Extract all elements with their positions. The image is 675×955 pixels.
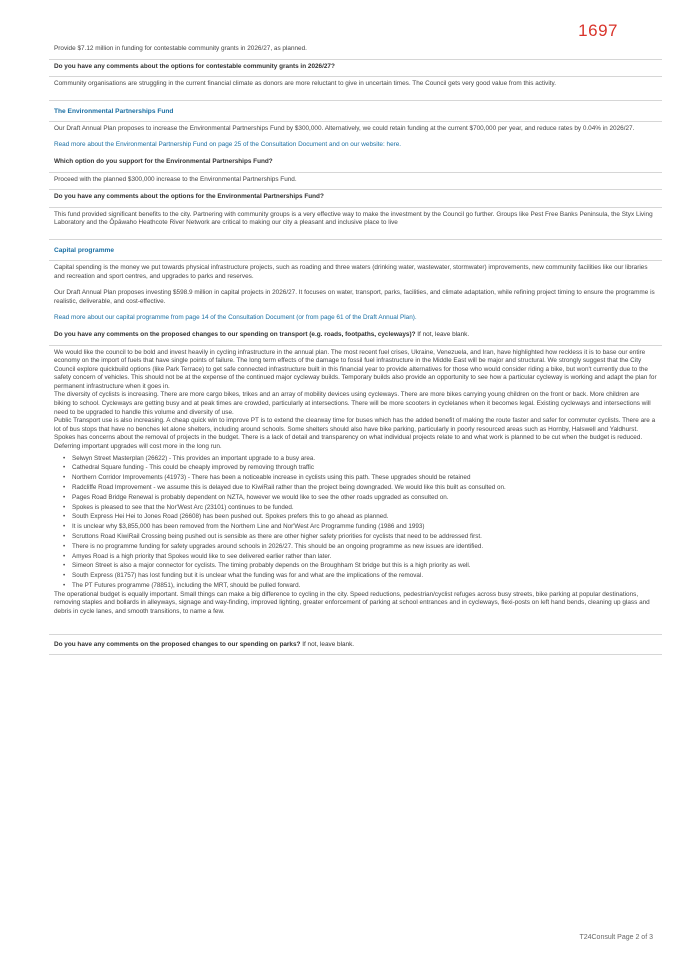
list-item: • Spokes is pleased to see that the Nor'West Arc (23101) continues to be funded. (72, 503, 657, 513)
list-item: • The PT Futures programme (78851), including the MRT, should be pulled forward. (72, 581, 657, 591)
epf-intro-row (49, 122, 662, 139)
list-item: • South Express Hei Hei to Jones Road (26608) has been pushed out. Spokes prefers this to go ahead as planned. (72, 512, 657, 522)
grants-funding-answer: Provide $7.12 million in funding for contestable community grants in 2026/27, as planned. (54, 45, 307, 52)
grants-answer-row (49, 77, 662, 101)
list-item: • Cathedral Square funding - This could be cheaply improved by removing through traffic (72, 463, 657, 473)
list-item: • Pages Road Bridge Renewal is probably dependent on NZTA, however we would like to see the other roads upgraded as consulted on. (72, 493, 657, 503)
transport-question-text: Do you have any comments on the proposed changes to our spending on transport (e.g. roads, footpaths, cycleways)? (54, 330, 416, 338)
epf-comments-answer: This fund provided significant benefits to the city. Partnering with community groups is a very effective way to make the investment by the Council go further. Groups like Pest Free Banks Peninsula, the Styx Living Laboratory and the Ōpāwaho Heathcote River Network are critical to making our city a pleasant and inclusive place to live (54, 210, 653, 227)
epf-read-more-row (49, 138, 662, 155)
transport-answer-paragraph-5: The operational budget is equally important. Small things can make a big difference to cycling in the city. Speed reductions, pedestrian/cyclist refuges across busy streets, bike parking at popular destinations, removing staples and bollards in alleyways, signage and way-finding, improved lighting, greater enforcement of parking at school entrances and in cycleways, flexi-posts on left hand bends, cleaning up glass and debris in cycle lanes, and smooth transitions, to name a few. (54, 590, 650, 615)
transport-answer-paragraph-4: Spokes has concerns about the removal of projects in the budget. There is a lack of detail and transparency on what individual projects relate to and what work is planned to be cut when the budget is reduced. Deferring important upgrades will cost more in the long run. (54, 434, 643, 451)
epf-option-answer-row (49, 173, 662, 191)
capital-para2-row (49, 286, 662, 311)
submission-form-content (49, 42, 662, 655)
list-item: • Radcliffe Road Improvement - we assume this is delayed due to KiwiRail rather than the project being downgraded. We would like this built as consulted on. (72, 483, 657, 493)
list-item: • Scruttons Road KiwiRail Crossing being pushed out is sensible as there are other higher safety priorities for cyclists that need to be addressed first. (72, 532, 657, 542)
epf-comments-question: Do you have any comments about the options for the Environmental Partnerships Fund? (54, 193, 324, 201)
list-item: • Northern Corridor Improvements (41973) - There has been a noticeable increase in cyclists using this path. These upgrades should be retained (72, 473, 657, 483)
list-item: • Amyes Road is a high priority that Spokes would like to see delivered earlier rather than later. (72, 552, 657, 562)
capital-read-more-row (49, 311, 662, 328)
parks-question-suffix: If not, leave blank. (300, 640, 355, 648)
list-item: • It is unclear why $3,855,000 has been removed from the Northern Line and Nor'West Arc Programme funding (1986 and 1993) (72, 522, 657, 532)
epf-comments-answer-row (49, 208, 662, 240)
parks-question-text: Do you have any comments on the proposed changes to our spending on parks? (54, 640, 301, 648)
transport-answer-paragraph-3: Public Transport use is also increasing. A cheap quick win to improve PT is to extend the clearway time for buses which has the added benefit of making the route faster and safer for commuter cyclists. There are a lot of bus stops that have no benches let alone shelters, including around schools. Some shelters should also have bike parking, particularly in poorly resourced areas such as Hornby, Halswell and Yaldhurst. (54, 417, 656, 433)
list-item: • Selwyn Street Masterplan (26622) - This provides an important upgrade to a busy area. (72, 454, 657, 464)
capital-read-more-link[interactable]: Read more about our capital programme from page 14 of the Consultation Document (or from page 61 of the Draft Annual Plan). (54, 314, 417, 322)
grants-question-row (49, 60, 662, 78)
list-item: • There is no programme funding for safety upgrades around schools in 2026/27. This should be an ongoing programme as new issues are identified. (72, 542, 657, 552)
epf-intro-text: Our Draft Annual Plan proposes to increase the Environmental Partnerships Fund by $300,000. Alternatively, we could retain funding at the current $700,000 per year, and reduce rates by 0.04% in 2026/27. (54, 124, 635, 132)
capital-section-heading: Capital programme (54, 246, 115, 254)
epf-option-answer: Proceed with the planned $300,000 increase to the Environmental Partnerships Fund. (54, 175, 297, 183)
transport-question (54, 331, 657, 340)
transport-answer-paragraph-2: The diversity of cyclists is increasing. There are more cargo bikes, trikes and an array of mobility devices using cycleways. There are more bikes carrying young children on the front or back. More children are biking to school. Cycleways are getting busy and at peak times are crowded, particularly at intersections. There will be more scooters in cyclelanes when it becomes legal. Existing cycleways and intersections will need to be upgraded to handle this volume and diversity of use. (54, 391, 651, 416)
capital-heading-row (49, 240, 662, 261)
epf-comments-question-row (49, 190, 662, 208)
grants-comments-question: Do you have any comments about the options for contestable community grants in 2026/27? (54, 62, 335, 70)
epf-option-question: Which option do you support for the Environmental Partnerships Fund? (54, 157, 273, 165)
capital-intro-paragraph-1: Capital spending is the money we put towards physical infrastructure projects, such as roading and three waters (drinking water, wastewater, stormwater) improvements, new community facilities like our libraries and recreation and sport centres, and upgrades to parks and reserves. (54, 263, 648, 280)
capital-intro-paragraph-2: Our Draft Annual Plan proposes investing $598.9 million in capital projects in 2026/27. It focuses on water, transport, parks, facilities, and climate adaptation, while refining project timing to ensure the programme is realistic, deliverable, and cost-effective. (54, 289, 655, 305)
epf-section-heading: The Environmental Partnerships Fund (54, 107, 174, 115)
transport-question-suffix: If not, leave blank. (415, 330, 470, 338)
transport-answer-paragraph-1: We would like the council to be bold and invest heavily in cycling infrastructure in the annual plan. The most recent fuel crises, Ukraine, Venezuela, and Iran, have highlighted how reckless it is to base our entire economy on the import of fuels that have single points of failure. The long term effects of the damage to fossil fuel infrastructure in the Middle East will be major and structural. We strongly suggest that the City Council explore quickbuild options (like Park Terrace) to get safe connected infrastructure built in this financial year to provide alternatives for those who would consider riding a bike, but won't currently due to the safety concern of vehicles. This should not be at the expense of the continued major cycleway builds. Temporary builds also provide an opportunity to see how a particular cycleway is working and adapt the plan for permanent infrastructure when it goes in. (54, 348, 657, 390)
epf-option-question-row (49, 155, 662, 173)
page-number-stamp: 1697 (578, 21, 618, 40)
transport-answer-row (49, 346, 662, 635)
grants-comments-answer: Community organisations are struggling in the current financial climate as donors are more reluctant to give in uncertain times. The Council gets very good value from this activity. (54, 80, 557, 88)
transport-projects-list (54, 454, 657, 591)
list-item: • South Express (81757) has lost funding but it is unclear what the funding was for and what are the implications of the removal. (72, 571, 657, 581)
list-item: • Simeon Street is also a major connector for cyclists. The timing probably depends on the Broughham St bridge but this is a high priority as well. (72, 561, 657, 571)
parks-question-row (49, 635, 662, 656)
transport-question-row (49, 328, 662, 346)
epf-read-more-link[interactable]: Read more about the Environmental Partnership Fund on page 25 of the Consultation Document and on our website: here. (54, 141, 402, 149)
capital-para1-row (49, 261, 662, 286)
epf-heading-row (49, 101, 662, 122)
parks-question (54, 641, 657, 650)
grants-funding-answer-row (49, 42, 662, 60)
page-footer: T24Consult Page 2 of 3 (579, 934, 653, 941)
